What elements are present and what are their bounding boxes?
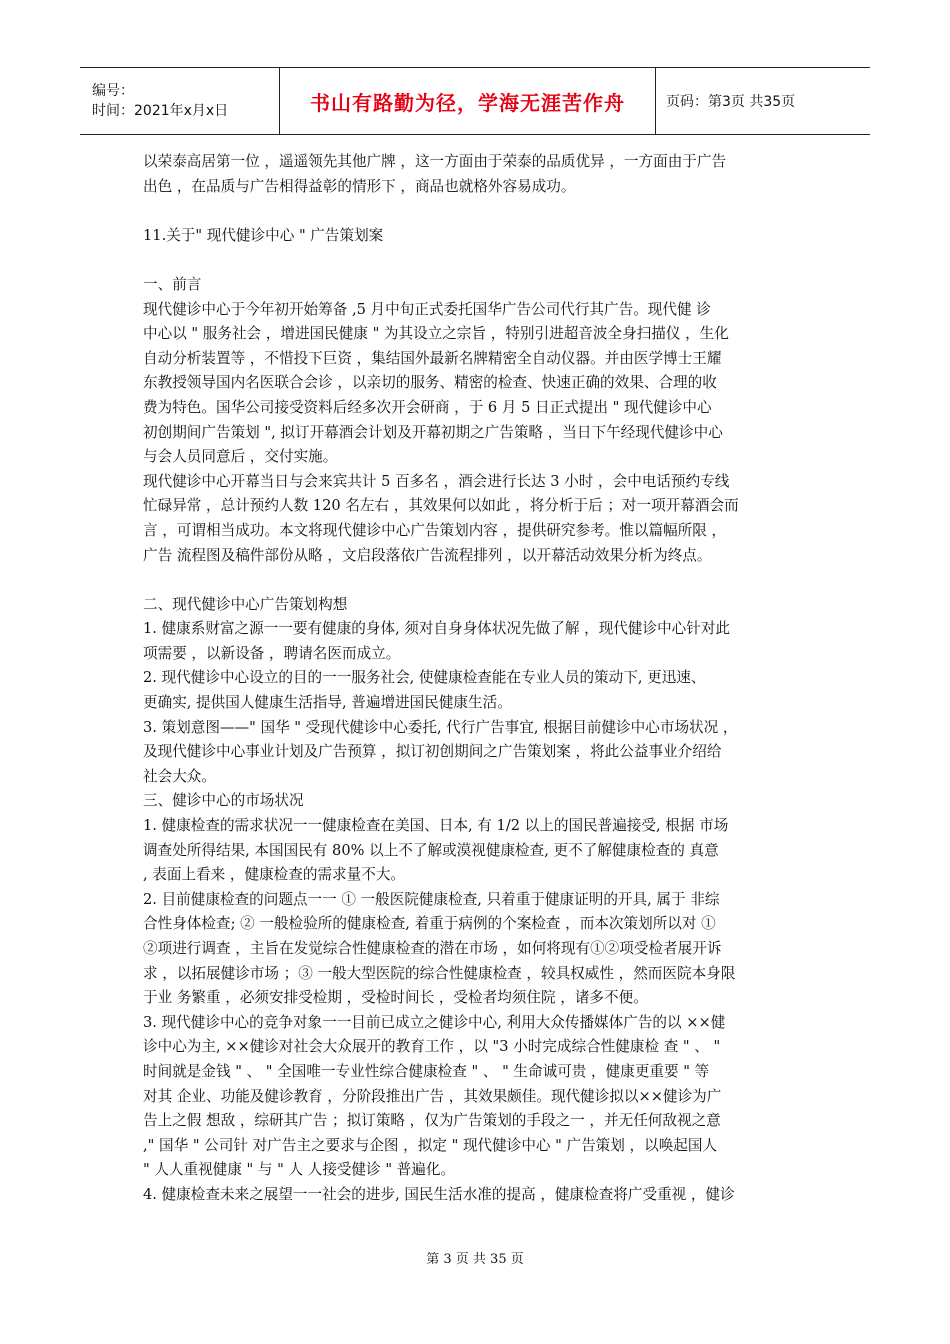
body-line: 于业 务繁重 ，必须安排受检期 ，受检时间长 ，受检者均须住院 ，诸多不便。 [143, 989, 648, 1007]
body-line: 以荣泰高居第一位 ，遥遥领先其他广牌 ，这一方面由于荣泰的品质优异 ，一方面由于广告 [143, 153, 727, 170]
body-line: 11.关于" 现代健诊中心 " 广告策划案 [143, 226, 384, 244]
body-line: , 表面上看来 ，健康检查的需求量不大。 [143, 866, 406, 884]
blank-line [143, 248, 813, 273]
body-line: 诊中心为主, ××健诊对社会大众展开的教育工作 ，以 "3 小时完成综合性健康检 查 " 、 " [143, 1038, 721, 1056]
body-line: 调查处所得结果, 本国国民有 80% 以上不了解或漠视健康检查, 更不了解健康检查的 真意 [143, 841, 719, 859]
body-line: 时间就是金钱 " 、 " 全国唯一专业性综合健康检查 " 、 " 生命诚可贵 ，健康更重要 " 等 [143, 1062, 710, 1080]
body-line: 2. 目前健康检查的问题点一一 ① 一般医院健康检查, 只着重于健康证明的开具, 属于 非综 [143, 890, 720, 908]
page-footer: 第 3 页 共 35 页 [426, 1252, 524, 1267]
body-line: 及现代健诊中心事业计划及广告预算 ，拟订初创期间之广告策划案 ，将此公益事业介绍给 [143, 743, 722, 761]
body-line: ②项进行调查 ，主旨在发觉综合性健康检查的潜在市场 ，如何将现有①②项受检者展开诉 [143, 940, 722, 957]
body-line: 项需要 ，以新设备 ，聘请名医而成立。 [143, 644, 401, 662]
body-line: 更确实, 提供国人健康生活指导, 普遍增进国民健康生活。 [143, 694, 512, 712]
body-line: " 人人重视健康 " 与 " 人 人接受健诊 " 普遍化。 [143, 1161, 456, 1179]
body-line: 一、前言 [143, 275, 202, 293]
body-line: ," 国华 " 公司针 对广告主之要求与企图 ，拟定 " 现代健诊中心 " 广告策划 ，以唤起国人 [143, 1136, 718, 1154]
body-line: 合性身体检查; ② 一般检验所的健康检查, 着重于病例的个案检查 ，而本次策划所以对 ① [143, 915, 716, 933]
body-line: 1. 健康系财富之源一一要有健康的身体, 须对自身身体状况先做了解 ，现代健诊中心针对此 [143, 620, 731, 638]
body-line: 忙碌异常 ，总计预约人数 120 名左右 ，其效果何以如此 ，将分析于后 ；对一项开幕酒会而 [143, 497, 739, 515]
body-line: 3. 策划意图——" 国华 " 受现代健诊中心委托, 代行广告事宜, 根据目前健诊中心市场状况 ， [143, 718, 738, 736]
header-meta [80, 68, 280, 134]
body-line: 1. 健康检查的需求状况一一健康检查在美国、日本, 有 1/2 以上的国民普遍接受, 根据 市场 [143, 817, 729, 835]
body-line: 中心以 " 服务社会 ，增进国民健康 " 为其设立之宗旨 ，特别引进超音波全身扫描仪 ，生化 [143, 325, 729, 343]
body-line: 与会人员同意后 ，交付实施。 [143, 448, 338, 466]
body-line: 初创期间广告策划 ", 拟订开幕酒会计划及开幕初期之广告策略 ，当日下午经现代健诊中心 [143, 423, 723, 441]
body-line: 广告 流程图及稿件部份从略 ，文启段落依广告流程排列 ，以开幕活动效果分析为终点。 [143, 546, 712, 564]
body-line: 2. 现代健诊中心设立的目的一一服务社会, 使健康检查能在专业人员的策动下, 更迅速、 [143, 669, 706, 687]
document-body [143, 150, 813, 1208]
body-line: 社会大众。 [143, 767, 216, 785]
document-date: 时间：2021年x月x日 [92, 103, 229, 119]
body-line: 对其 企业、功能及健诊教育 ，分阶段推出广告 ，其效果颇佳。现代健诊拟以××健诊为广 [143, 1087, 722, 1105]
body-line: 出色 ，在品质与广告相得益彰的情形下 ，商品也就格外容易成功。 [143, 177, 576, 195]
page-header [80, 67, 870, 135]
body-line: 东教授领导国内名医联合会诊 ，以亲切的服务、精密的检查、快速正确的效果、合理的收 [143, 374, 717, 392]
document-number-label: 编号： [92, 83, 134, 99]
body-line: 现代健诊中心于今年初开始筹备 ,5 月中旬正式委托国华广告公司代行其广告。现代健 诊 [143, 300, 711, 318]
body-line: 二、现代健诊中心广告策划构想 [143, 595, 348, 613]
body-line: 费为特色。国华公司接受资料后经多次开会研商 ，于 6 月 5 日正式提出 " 现代健诊中心 [143, 398, 712, 416]
body-line: 4. 健康检查未来之展望一一社会的进步, 国民生活水准的提高 ，健康检查将广受重视 ，健诊 [143, 1185, 735, 1203]
body-line: 现代健诊中心开幕当日与会来宾共计 5 百多名 ，酒会进行长达 3 小时 ，会中电话预约专线 [143, 472, 730, 490]
header-page-info: 页码：第3页 共35页 [666, 94, 796, 110]
body-line: 3. 现代健诊中心的竞争对象一一目前已成立之健诊中心, 利用大众传播媒体广告的以 ××健 [143, 1013, 726, 1031]
body-line: 求 ，以拓展健诊市场 ；③ 一般大型医院的综合性健康检查 ，较具权威性 ，然而医院本身限 [143, 964, 736, 982]
body-line: 言 ，可谓相当成功。本文将现代健诊中心广告策划内容 ，提供研究参考。惟以篇幅所限 ， [143, 521, 727, 539]
body-line: 告上之假 想敌 ，综研其广告 ；拟订策略 ，仅为广告策划的手段之一 ，并无任何敌视之意 [143, 1112, 721, 1130]
blank-line [143, 199, 813, 224]
header-motto: 书山有路勤为径，学海无涯苦作舟 [280, 68, 656, 134]
blank-line [143, 568, 813, 593]
body-line: 三、健诊中心的市场状况 [143, 792, 304, 810]
body-line: 自动分析装置等 ，不惜投下巨资 ，集结国外最新名牌精密全自动仪器。并由医学博士王耀 [143, 349, 722, 367]
